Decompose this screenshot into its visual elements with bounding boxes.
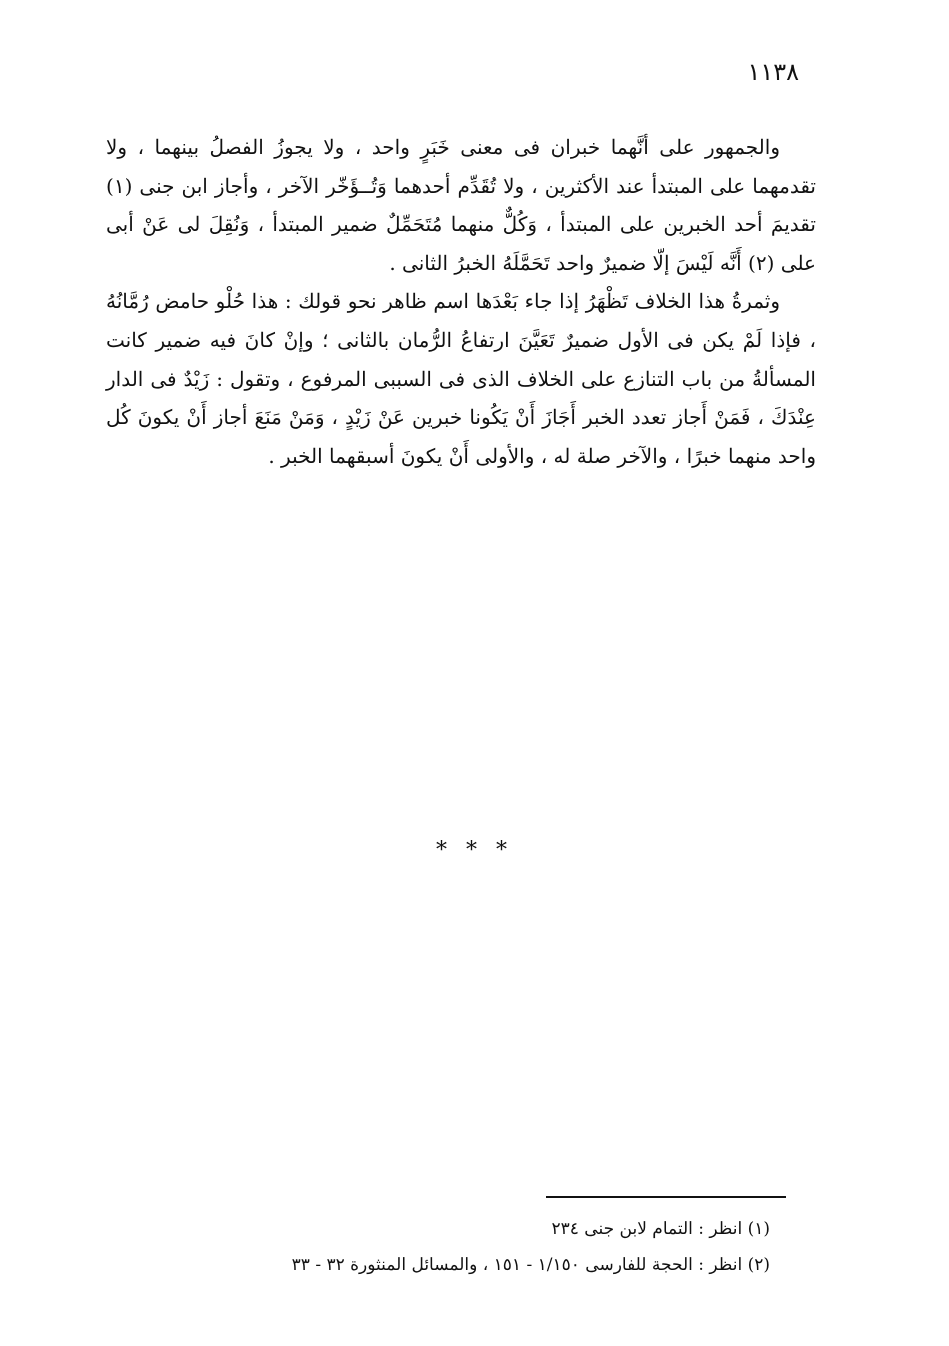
footnote-2: (٢) انظر : الحجة للفارسى ١/١٥٠ - ١٥١ ، والمسائل المنثورة ٣٢ - ٣٣ bbox=[291, 1255, 770, 1275]
footnote-1: (١) انظر : التمام لابن جنى ٢٣٤ bbox=[551, 1219, 770, 1239]
body-text bbox=[106, 128, 816, 475]
section-separator: * * * bbox=[436, 838, 513, 863]
page-number: ١١٣٨ bbox=[747, 58, 799, 86]
footnotes bbox=[150, 1211, 770, 1283]
paragraph-2: وثمرةُ هذا الخلاف تَظْهَرُ إذا جاء بَعْدَها اسم ظاهر نحو قولك : هذا حُلْو حامض رُمَّانُهُ ، فإذا لَمْ يكن فى الأول ضميرٌ تَعَيَّنَ ارتفاعُ الرُّمان بالثانى ؛ وإنْ كانَ فيه ضمير كانت المسألةُ من باب التنازع على الخلاف الذى فى السببى المرفوع ، وتقول : زَيْدٌ فى الدار عِنْدَكَ ، فَمَنْ أَجاز تعدد الخبر أَجَازَ أَنْ يَكُونا خبرين عَنْ زَيْدٍ ، وَمَنْ مَنَعَ أجاز أَنْ يكونَ كُل واحد منهما خبرًا ، والآخر صلة له ، والأولى أَنْ يكونَ أسبقهما الخبر . bbox=[106, 289, 816, 468]
paragraph-1: والجمهور على أنَّهما خبران فى معنى خَبَرٍ واحد ، ولا يجوزُ الفصلُ بينهما ، ولا تقدمهما على المبتدأ عند الأكثرين ، ولا تُقَدِّم أحدهما وَتُــؤَخّر الآخر ، وأجاز ابن جنى (١) تقديمَ أحد الخبرين على المبتدأ ، وَكُلٌّ منهما مُتَحَمِّلٌ ضمير المبتدأ ، وَنُقِلَ لى عَنْ أبى على (٢) أَنَّه لَيْسَ إلّا ضميرٌ واحد تَحَمَّلَهُ الخبرُ الثانى . bbox=[106, 135, 816, 275]
footnote-divider bbox=[546, 1196, 786, 1198]
